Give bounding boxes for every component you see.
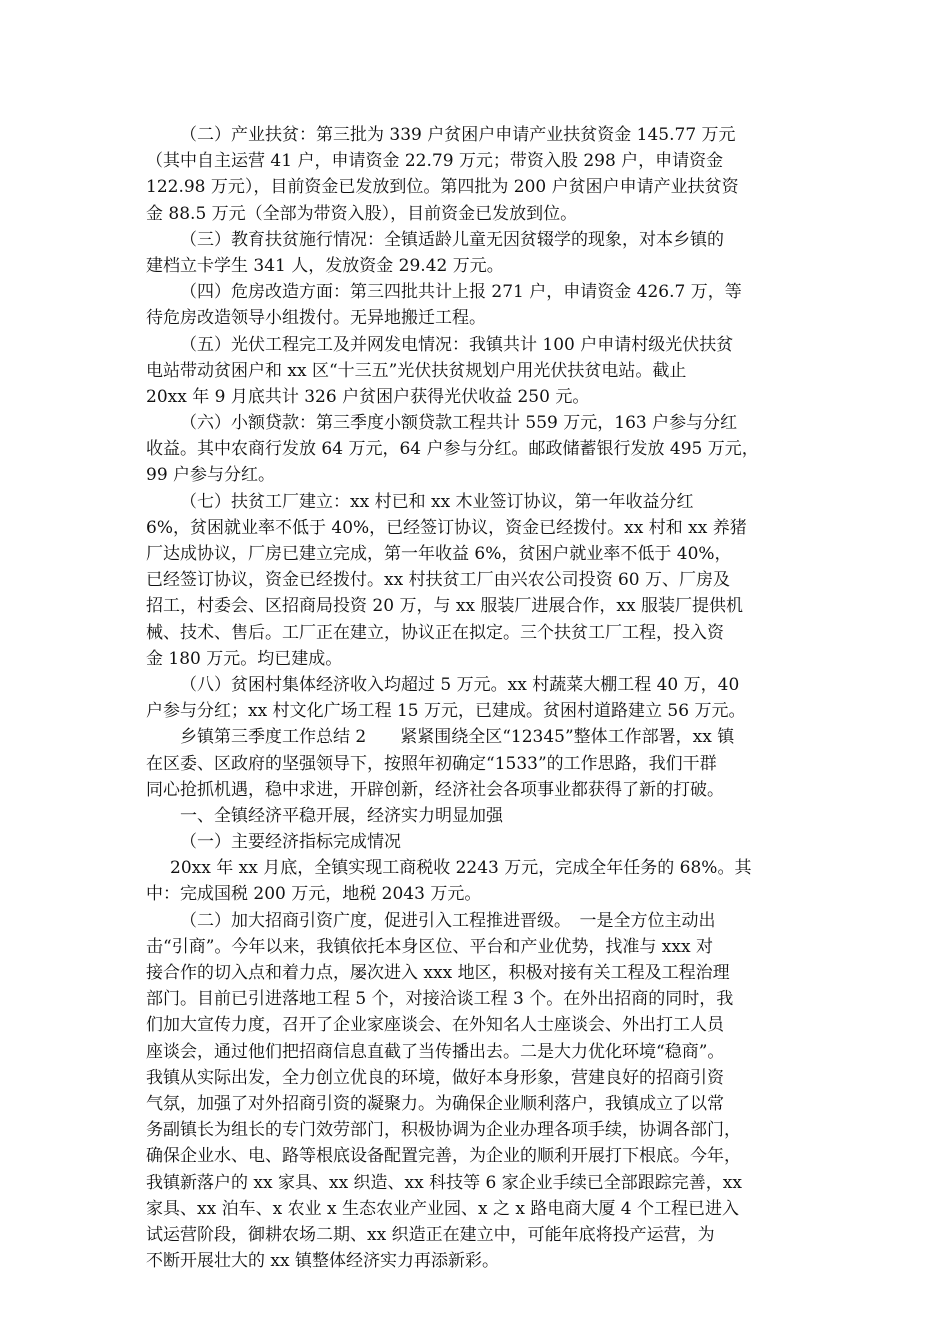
text-line: 试运营阶段，御耕农场二期、xx 织造正在建立中，可能年底将投产运营，为 — [146, 1224, 715, 1245]
text-line: 们加大宣传力度，召开了企业家座谈会、在外知名人士座谈会、外出打工人员 — [146, 1015, 724, 1036]
text-line: 电站带动贫困户和 xx 区“十三五”光伏扶贫规划户用光伏扶贫电站。截止 — [146, 360, 687, 381]
text-line: （其中自主运营 41 户，申请资金 22.79 万元；带资入股 298 户，申请资金 — [146, 151, 724, 172]
text-line: 20xx 年 9 月底共计 326 户贫困户获得光伏收益 250 元。 — [146, 386, 590, 407]
text-line: 建档立卡学生 341 人，发放资金 29.42 万元。 — [146, 255, 504, 276]
text-line: 家具、xx 泊车、x 农业 x 生态农业产业园、x 之 x 路电商大厦 4 个工程已进入 — [146, 1198, 739, 1219]
text-line: 座谈会，通过他们把招商信息直截了当传播出去。二是大力优化环境“稳商”。 — [146, 1041, 725, 1062]
text-line: 金 88.5 万元（全部为带资入股），目前资金已发放到位。 — [146, 203, 578, 224]
text-line: 同心抢抓机遇，稳中求进，开辟创新，经济社会各项事业都获得了新的打破。 — [146, 779, 724, 800]
text-line: （六）小额贷款：第三季度小额贷款工程共计 559 万元，163 户参与分红 — [180, 413, 738, 434]
text-line: （二）产业扶贫：第三批为 339 户贫困户申请产业扶贫资金 145.77 万元 — [180, 125, 736, 145]
text-line: 收益。其中农商行发放 64 万元，64 户参与分红。邮政储蓄银行发放 495 万元， — [146, 439, 759, 460]
text-line: 气氛，加强了对外招商引资的凝聚力。为确保企业顺利落户，我镇成立了以常 — [146, 1093, 724, 1114]
text-line: 户参与分红；xx 村文化广场工程 15 万元，已建成。贫困村道路建立 56 万元。 — [146, 701, 746, 722]
text-line: （四）危房改造方面：第三四批共计上报 271 户，申请资金 426.7 万，等 — [180, 282, 742, 303]
text-line: （五）光伏工程完工及并网发电情况：我镇共计 100 户申请村级光伏扶贫 — [180, 334, 734, 355]
text-line: 不断开展壮大的 xx 镇整体经济实力再添新彩。 — [146, 1251, 499, 1272]
text-line: 部门。目前已引进落地工程 5 个，对接洽谈工程 3 个。在外出招商的同时，我 — [146, 989, 734, 1010]
text-line: 我镇从实际出发，全力创立优良的环境，做好本身形象，营建良好的招商引资 — [146, 1067, 724, 1088]
text-line: 待危房改造领导小组拨付。无异地搬迁工程。 — [146, 308, 486, 329]
text-line: （三）教育扶贫施行情况：全镇适龄儿童无因贫辍学的现象，对本乡镇的 — [180, 229, 724, 250]
text-line: 122.98 万元），目前资金已发放到位。第四批为 200 户贫困户申请产业扶贫资 — [146, 177, 739, 198]
text-line: 20xx 年 xx 月底，全镇实现工商税收 2243 万元，完成全年任务的 68%。其 — [170, 858, 752, 879]
text-line: （二）加大招商引资广度，促进引入工程推进晋级。 一是全方位主动出 — [180, 910, 716, 931]
text-line: 招工，村委会、区招商局投资 20 万，与 xx 服装厂进展合作，xx 服装厂提供机 — [146, 596, 743, 617]
text-line: 乡镇第三季度工作总结 2 紧紧围绕全区“12345”整体工作部署，xx 镇 — [180, 727, 735, 748]
text-line: 金 180 万元。均已建成。 — [146, 648, 343, 669]
text-line: 击“引商”。今年以来，我镇依托本身区位、平台和产业优势，找准与 xxx 对 — [146, 936, 713, 957]
text-line: 我镇新落户的 xx 家具、xx 织造、xx 科技等 6 家企业手续已全部跟踪完善，xx — [146, 1172, 742, 1193]
text-line: 已经签订协议，资金已经拨付。xx 村扶贫工厂由兴农公司投资 60 万、厂房及 — [146, 570, 731, 591]
text-line: 在区委、区政府的坚强领导下，按照年初确定“1533”的工作思路，我们干群 — [146, 753, 717, 774]
text-line: 厂达成协议，厂房已建立完成，第一年收益 6%，贫困户就业率不低于 40%， — [146, 544, 732, 564]
text-line: 接合作的切入点和着力点，屡次进入 xxx 地区，积极对接有关工程及工程治理 — [146, 963, 730, 983]
text-line: （七）扶贫工厂建立：xx 村已和 xx 木业签订协议，第一年收益分红 — [180, 491, 694, 512]
section-heading: 一、全镇经济平稳开展，经济实力明显加强 — [180, 805, 503, 826]
text-line: 务副镇长为组长的专门效劳部门，积极协调为企业办理各项手续，协调各部门， — [146, 1120, 741, 1141]
text-line: 中：完成国税 200 万元，地税 2043 万元。 — [146, 884, 482, 905]
text-line: （八）贫困村集体经济收入均超过 5 万元。xx 村蔬菜大棚工程 40 万，40 — [180, 674, 740, 695]
document-body — [146, 122, 816, 1274]
text-line: 6%，贫困就业率不低于 40%，已经签订协议，资金已经拨付。xx 村和 xx 养猪 — [146, 517, 747, 538]
text-line: 99 户参与分红。 — [146, 465, 276, 486]
subsection-heading: （一）主要经济指标完成情况 — [180, 832, 401, 853]
text-line: 械、技术、售后。工厂正在建立，协议正在拟定。三个扶贫工厂工程，投入资 — [146, 622, 724, 643]
text-line: 确保企业水、电、路等根底设备配置完善，为企业的顺利开展打下根底。今年， — [146, 1146, 741, 1167]
